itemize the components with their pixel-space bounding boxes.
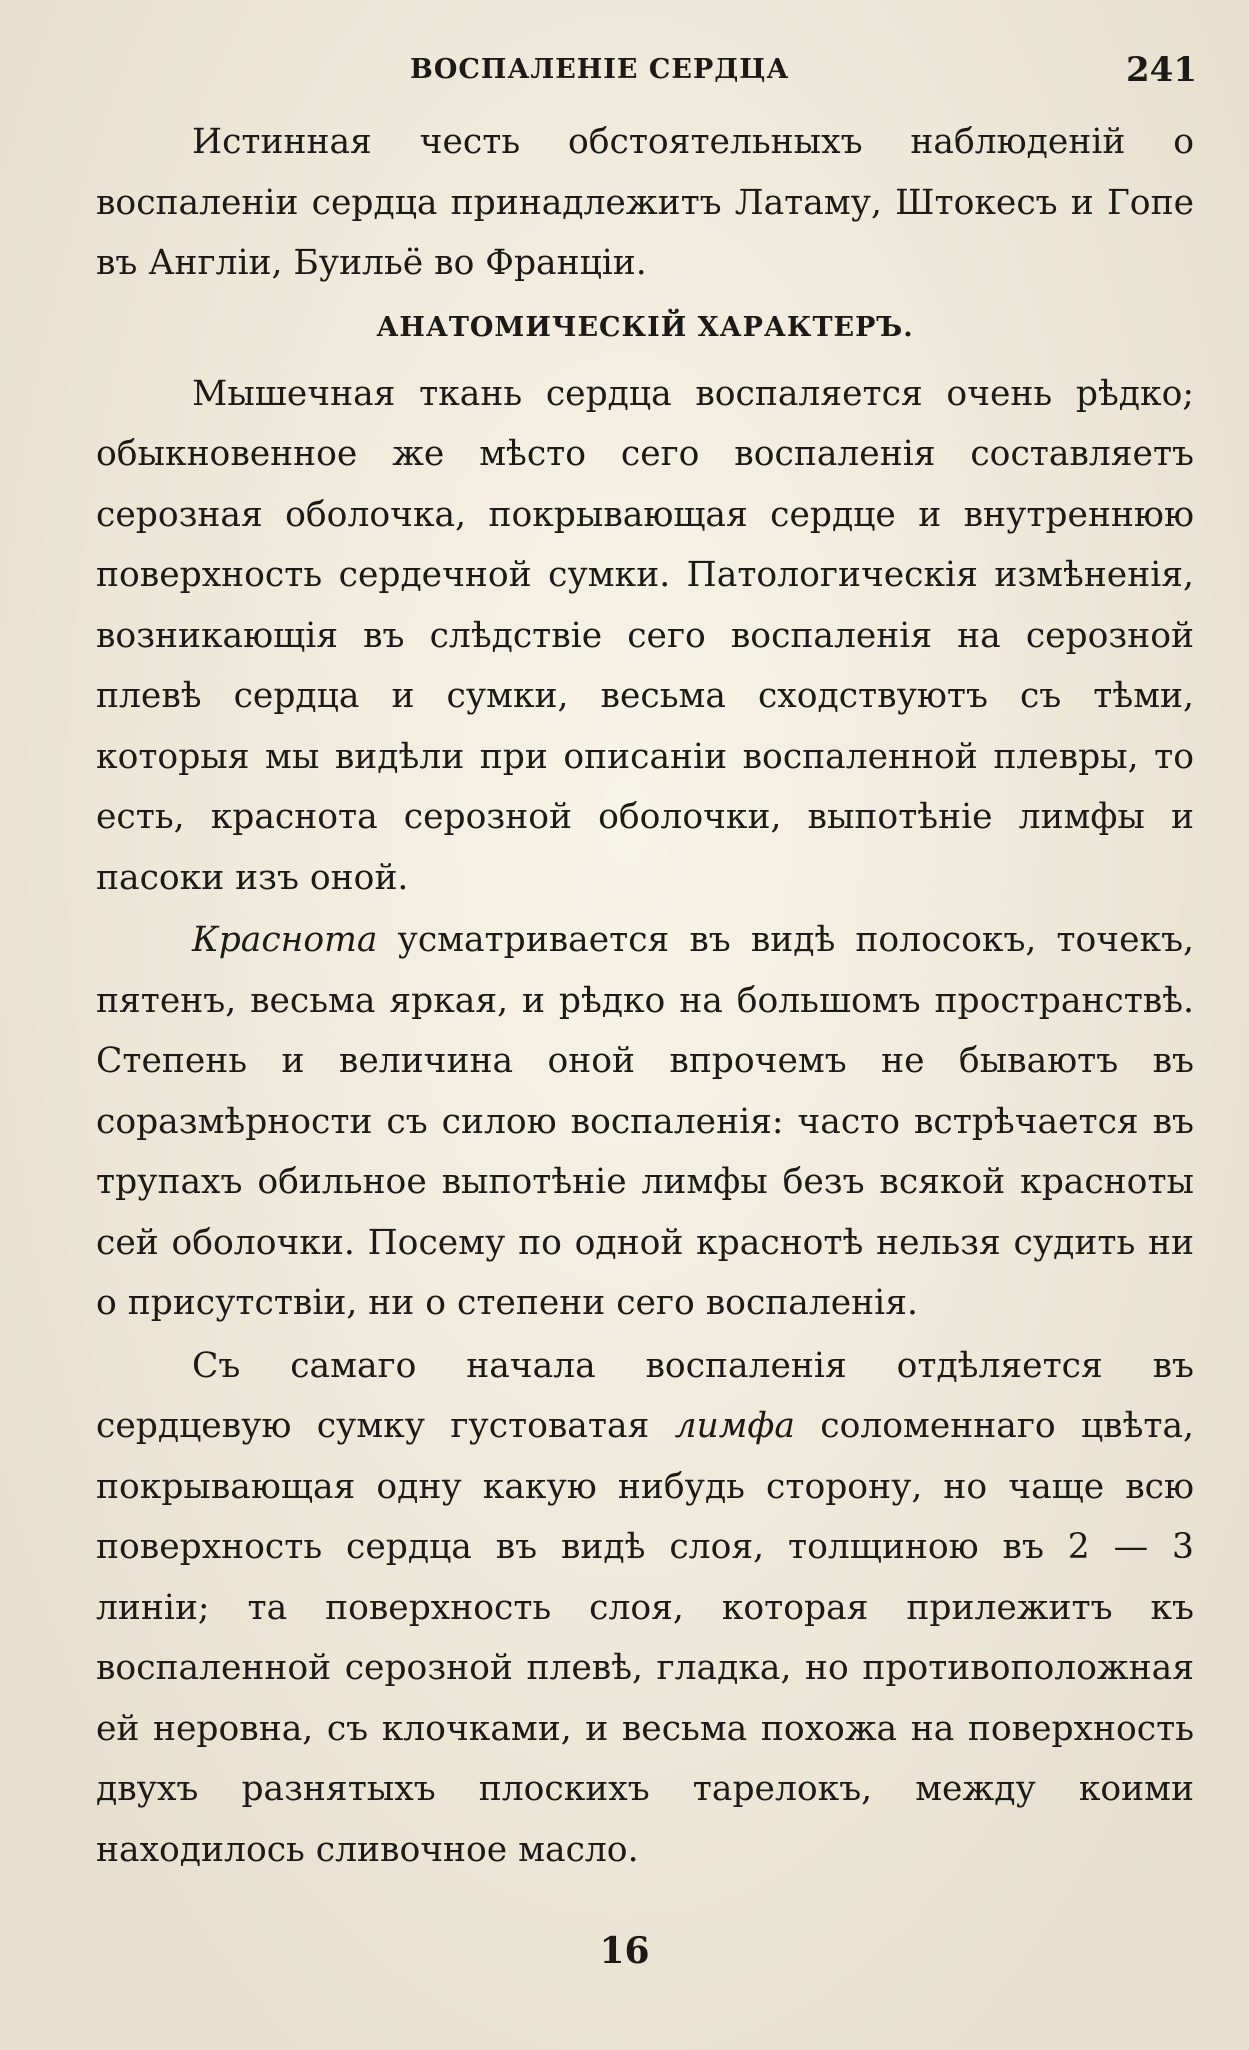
paragraph-1: Истинная честь обстоятельныхъ наблюденій о воспаленіи сердца принадлежитъ Латаму, Штокесъ и Гопе въ Англіи, Буильё во Франціи. bbox=[96, 122, 1194, 283]
section-heading: АНАТОМИЧЕСКІЙ ХАРАКТЕРЪ. bbox=[376, 311, 914, 343]
paragraph-4-text: соломеннаго цвѣта, покрывающая одну какую нибудь сторону, но чаще всю поверхность сердца въ видѣ слоя, толщиною въ 2 — 3 линіи; та поверхность слоя, которая прилежитъ къ воспаленной серозной плевѣ, гладка, но противоположная ей неровна, съ клочками, и весьма похожа на поверхность двухъ разнятыхъ плоскихъ тарелокъ, между коими находилось сливочное масло. bbox=[96, 1406, 1195, 1870]
paragraph-3-text: усматривается въ видѣ полосокъ, точекъ, пятенъ, весьма яркая, и рѣдко на большомъ пространствѣ. Степень и величина оной впрочемъ не бываютъ въ соразмѣрности съ силою воспаленія: часто встрѣчается въ трупахъ обильное выпотѣніе лимфы безъ всякой красноты сей оболочки. Посему по одной краснотѣ нельзя судить ни о присутствіи, ни о степени сего воспаленія. bbox=[96, 920, 1194, 1323]
page-body bbox=[96, 112, 1194, 1882]
paragraph-2: Мышечная ткань сердца воспаляется очень рѣдко; обыкновенное же мѣсто сего воспаленія составляетъ серозная оболочка, покрывающая сердце и внутреннюю поверхность сердечной сумки. Патологическія измѣненія, возникающія въ слѣдствіе сего воспаленія на серозной плевѣ сердца и сумки, весьма сходствуютъ съ тѣми, которыя мы видѣли при описаніи воспаленной плевры, то есть, краснота серозной оболочки, выпотѣніе лимфы и пасоки изъ оной. bbox=[96, 373, 1194, 898]
page-number: 241 bbox=[1126, 50, 1197, 90]
paragraph-4 bbox=[96, 1336, 1194, 1881]
paragraph-3 bbox=[96, 910, 1194, 1334]
page-header bbox=[0, 50, 1249, 90]
paragraph-4-start: Съ самаго начала воспаленія отдѣляется въ сердцевую сумку густоватая bbox=[96, 1345, 1194, 1446]
signature-mark: 16 bbox=[599, 1930, 650, 1972]
term-limfa: лимфа bbox=[674, 1406, 795, 1446]
running-head: ВОСПАЛЕНІЕ СЕРДЦА bbox=[410, 54, 790, 85]
term-krasnota: Краснота bbox=[192, 920, 378, 960]
